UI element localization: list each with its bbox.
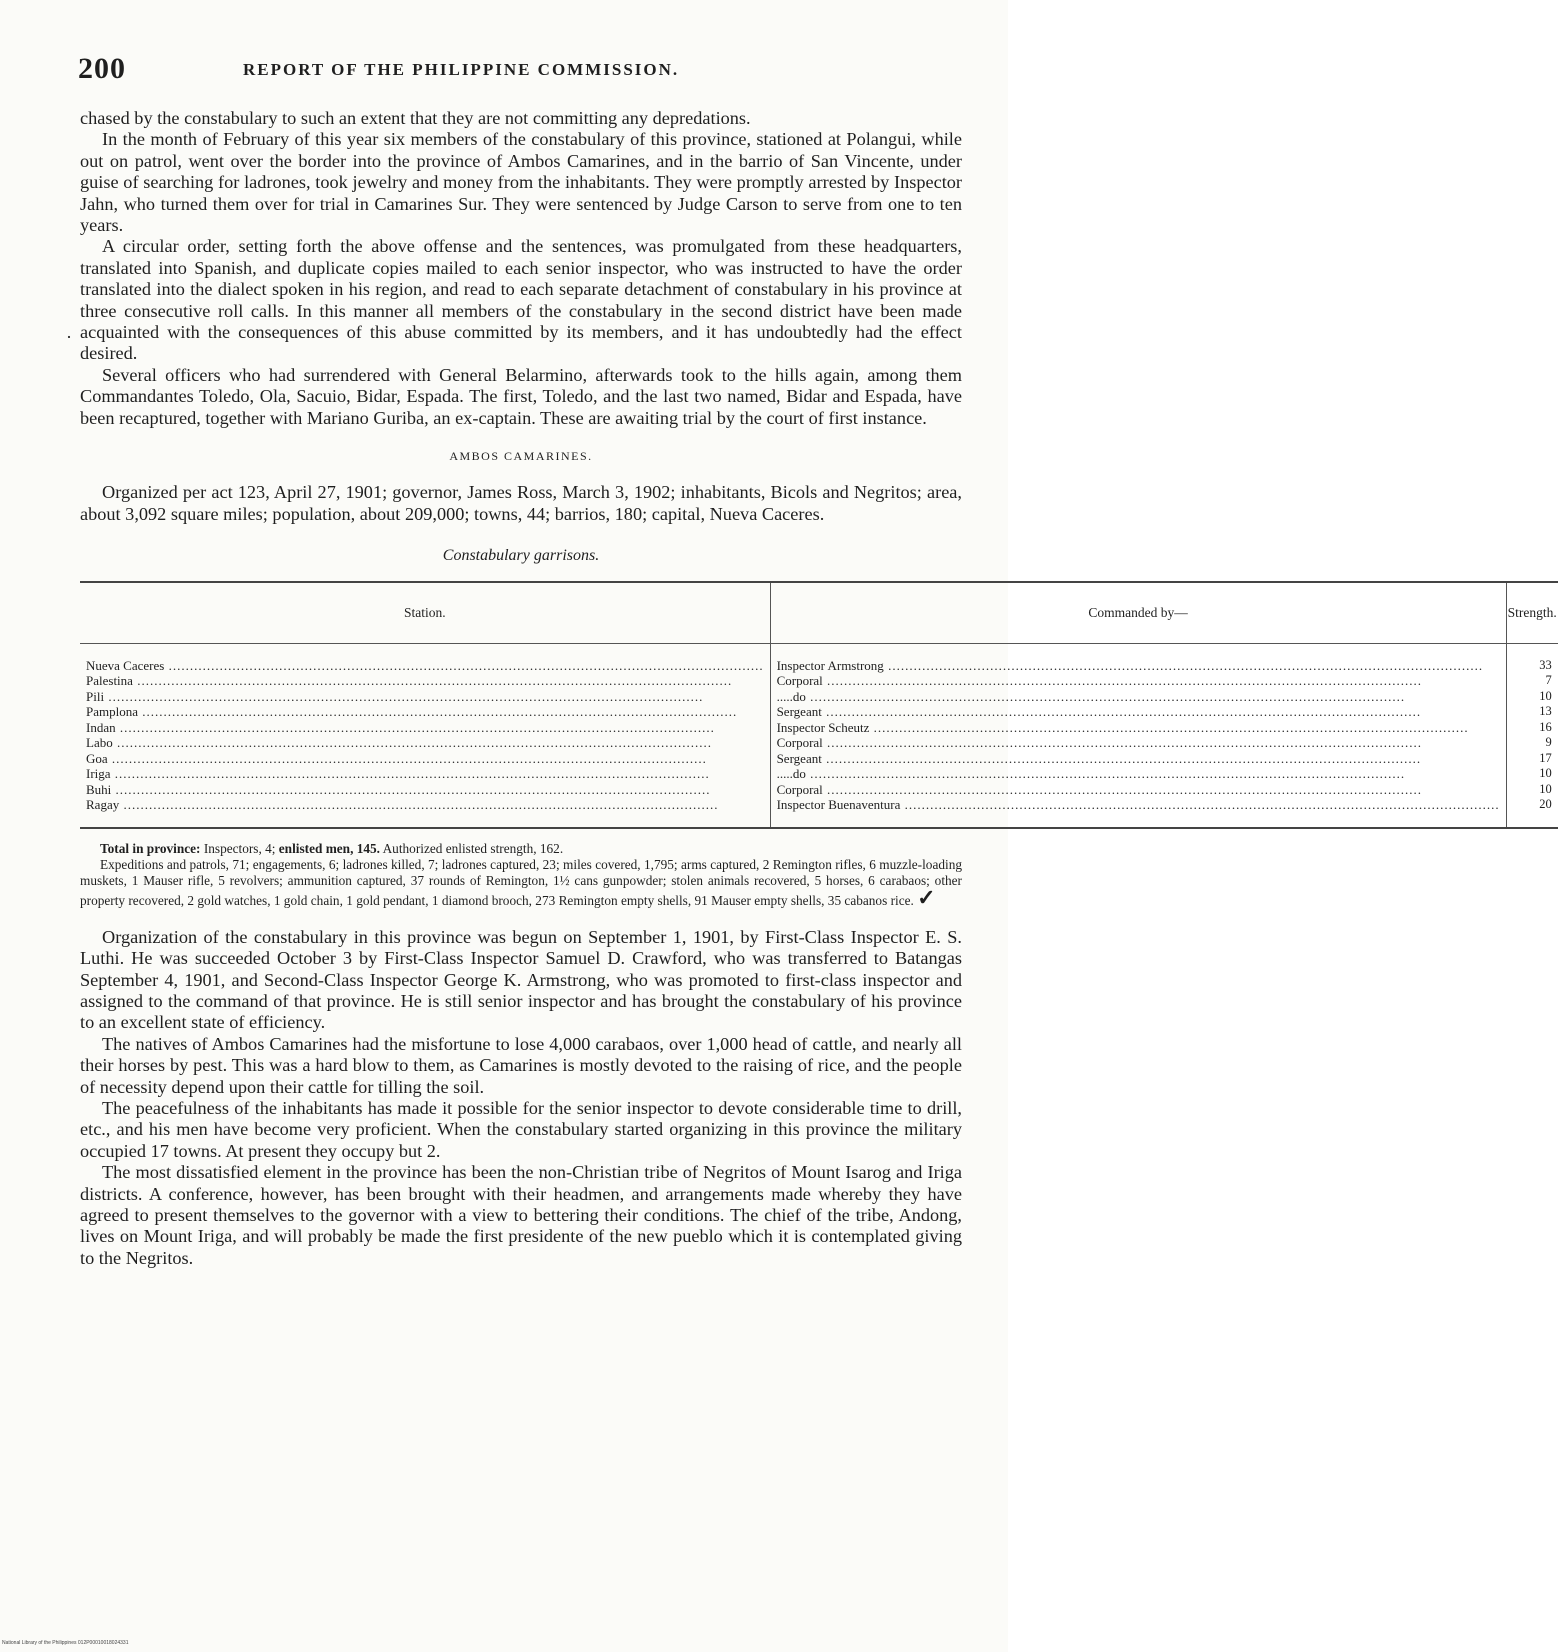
table-row [80, 704, 1558, 720]
station-cell: Ragay ..... [86, 797, 718, 812]
paragraph-circular-order: A circular order, setting forth the above offense and the sentences, was promulgated from these headquarters, translated into Spanish, and duplicate copies mailed to each senior inspector, who was instructed to have the order translated into the dialect spoken in his region, and read to each separate detachment of constabulary in his province at three consecutive roll calls. In this manner all members of the constabulary in the second district have been made acquainted with the consequences of this abuse committed by its members, and it has undoubtedly had the effect desired. [80, 236, 962, 364]
commander-cell: do ..... [793, 689, 1405, 704]
paragraph-carabaos: The natives of Ambos Camarines had the misfortune to lose 4,000 carabaos, over 1,000 head of cattle, and nearly all their horses by pest. This was a hard blow to them, as Camarines is mostly devoted to the raising of rice, and the people of necessity depend upon their cattle for tilling the soil. [80, 1033, 962, 1097]
checkmark-icon: ✓ [917, 884, 936, 910]
station-cell: Pili ..... [86, 689, 703, 704]
strength-cell: 20 [1539, 797, 1552, 812]
strength-cell: 7 [1545, 673, 1552, 688]
strength-cell: 10 [1539, 688, 1552, 703]
margin-mark: · [66, 327, 72, 347]
commander-cell: Sergeant ..... [777, 704, 1422, 719]
header-strength: Strength. [1506, 582, 1558, 644]
paragraph-polangui: In the month of February of this year six members of the constabulary of this province, stationed at Polangui, while out on patrol, went over the border into the province of Ambos Camarines, and in the barrio of San Vincente, under guise of searching for ladrones, took jewelry and money from the inhabitants. They were promptly arrested by Inspector Jahn, who turned them over for trial in Camarines Sur. They were sentenced by Judge Carson to serve from one to ten years. [80, 129, 962, 236]
scan-source-tag: National Library of the Philippines 012P00010018024331 [2, 1640, 129, 1646]
header-station: Station. [80, 582, 770, 644]
commander-cell: Corporal ..... [777, 782, 1422, 797]
strength-cell: 33 [1539, 657, 1552, 672]
bottom-paragraphs [80, 927, 962, 1270]
page-header [78, 52, 958, 92]
station-cell: Goa ..... [86, 751, 707, 766]
paragraph-organization: Organization of the constabulary in this province was begun on September 1, 1901, by First-Class Inspector E. S. Luthi. He was succeeded October 3 by First-Class Inspector Samuel D. Crawford, who was transferred to Batangas September 4, 1901, and Second-Class Inspector George K. Armstrong, who was promoted to first-class inspector and assigned to the command of that province. He is still senior inspector and has brought the constabulary of his province to an excellent state of efficiency. [80, 926, 962, 1033]
paragraph-negritos: The most dissatisfied element in the province has been the non-Christian tribe of Negritos of Mount Isarog and Iriga districts. A conference, however, has been brought with their headmen, and arrangements made whereby they have agreed to present themselves to the governor with a view to bettering their conditions. The chief of the tribe, Andong, lives on Mount Iriga, and will probably be made the first presidente of the new pueblo which it is contemplated giving to the Negritos. [80, 1162, 962, 1268]
section-intro: Organized per act 123, April 27, 1901; governor, James Ross, March 3, 1902; inhabitants, Bicols and Negritos; area, about 3,092 square miles; population, about 209,000; towns, 44; barrios, 180; capital, Nueva Caceres. [80, 482, 962, 524]
strength-cell: 17 [1539, 750, 1552, 765]
strength-cell: 10 [1539, 781, 1552, 796]
table-row [80, 735, 1558, 751]
commander-cell: do ..... [793, 766, 1405, 781]
table-header-row [80, 582, 1558, 644]
garrisons-table [80, 581, 1558, 829]
table-row [80, 643, 1558, 673]
running-title: REPORT OF THE PHILIPPINE COMMISSION. [243, 60, 680, 79]
commander-cell: Corporal ..... [777, 673, 1422, 688]
station-cell: Iriga ..... [86, 766, 710, 781]
station-cell: Pamplona ..... [86, 704, 737, 719]
station-cell: Indan ..... [86, 720, 715, 735]
strength-cell: 10 [1539, 766, 1552, 781]
commander-cell: Inspector Scheutz ..... [777, 720, 1469, 735]
section-heading: AMBOS CAMARINES. [449, 449, 593, 464]
station-cell: Palestina ..... [86, 673, 732, 688]
station-cell: Nueva Caceres ..... [86, 658, 764, 673]
commander-cell: Corporal ..... [777, 735, 1422, 750]
table-caption: Constabulary garrisons. [442, 546, 600, 564]
table-row: Pili ..... .....do ..... 10 [80, 689, 1558, 705]
station-cell: Labo ..... [86, 735, 712, 750]
commander-cell: Sergeant ..... [777, 751, 1422, 766]
page-number: 200 [78, 52, 126, 85]
totals-line-1: Total in province: Inspectors, 4; enlisted men, 145. Authorized enlisted strength, 162. [100, 840, 564, 856]
table-row [80, 673, 1558, 689]
totals-line-2: Expeditions and patrols, 71; engagements, 6; ladrones killed, 7; ladrones captured, 23; miles covered, 1,795; arms captured, 2 Remington rifles, 6 muzzle-loading muskets, 1 Mauser rifle, 5 revolvers; ammunition captured, 37 rounds of Remington, 1½ cans gunpowder; stolen animals recovered, 5 horses, 6 carabaos; other property recovered, 2 gold watches, 1 gold chain, 1 gold pendant, 1 diamond brooch, 273 Remington empty shells, 91 Mauser empty shells, 35 cabanos rice. ✓ [80, 857, 962, 910]
strength-cell: 16 [1539, 719, 1552, 734]
paragraph-continued: chased by the constabulary to such an extent that they are not committing any depredations. [80, 108, 751, 128]
table-row [80, 797, 1558, 828]
paragraph-belarmino-officers: Several officers who had surrendered with General Belarmino, afterwards took to the hills again, among them Commandantes Toledo, Ola, Sacuio, Bidar, Espada. The first, Toledo, and the last two named, Bidar and Espada, have been recaptured, together with Mariano Guriba, an ex-captain. These are awaiting trial by the court of first instance. [80, 364, 962, 428]
table-row [80, 720, 1558, 736]
commander-cell: Inspector Buenaventura ..... [777, 797, 1500, 812]
header-commanded-by: Commanded by— [770, 582, 1506, 644]
strength-cell: 9 [1545, 735, 1552, 750]
table-row [80, 751, 1558, 767]
station-cell: Buhi ..... [86, 782, 711, 797]
strength-cell: 13 [1539, 704, 1552, 719]
table-row [80, 782, 1558, 798]
table-row: Iriga ..... .....do ..... 10 [80, 766, 1558, 782]
commander-cell: Inspector Armstrong ..... [777, 658, 1483, 673]
paragraph-drill: The peacefulness of the inhabitants has made it possible for the senior inspector to devote considerable time to drill, etc., and his men have become very proficient. When the constabulary started organizing in this province the military occupied 17 towns. At present they occupy but 2. [80, 1097, 962, 1161]
province-totals [80, 841, 962, 909]
page-content [80, 108, 1557, 1269]
